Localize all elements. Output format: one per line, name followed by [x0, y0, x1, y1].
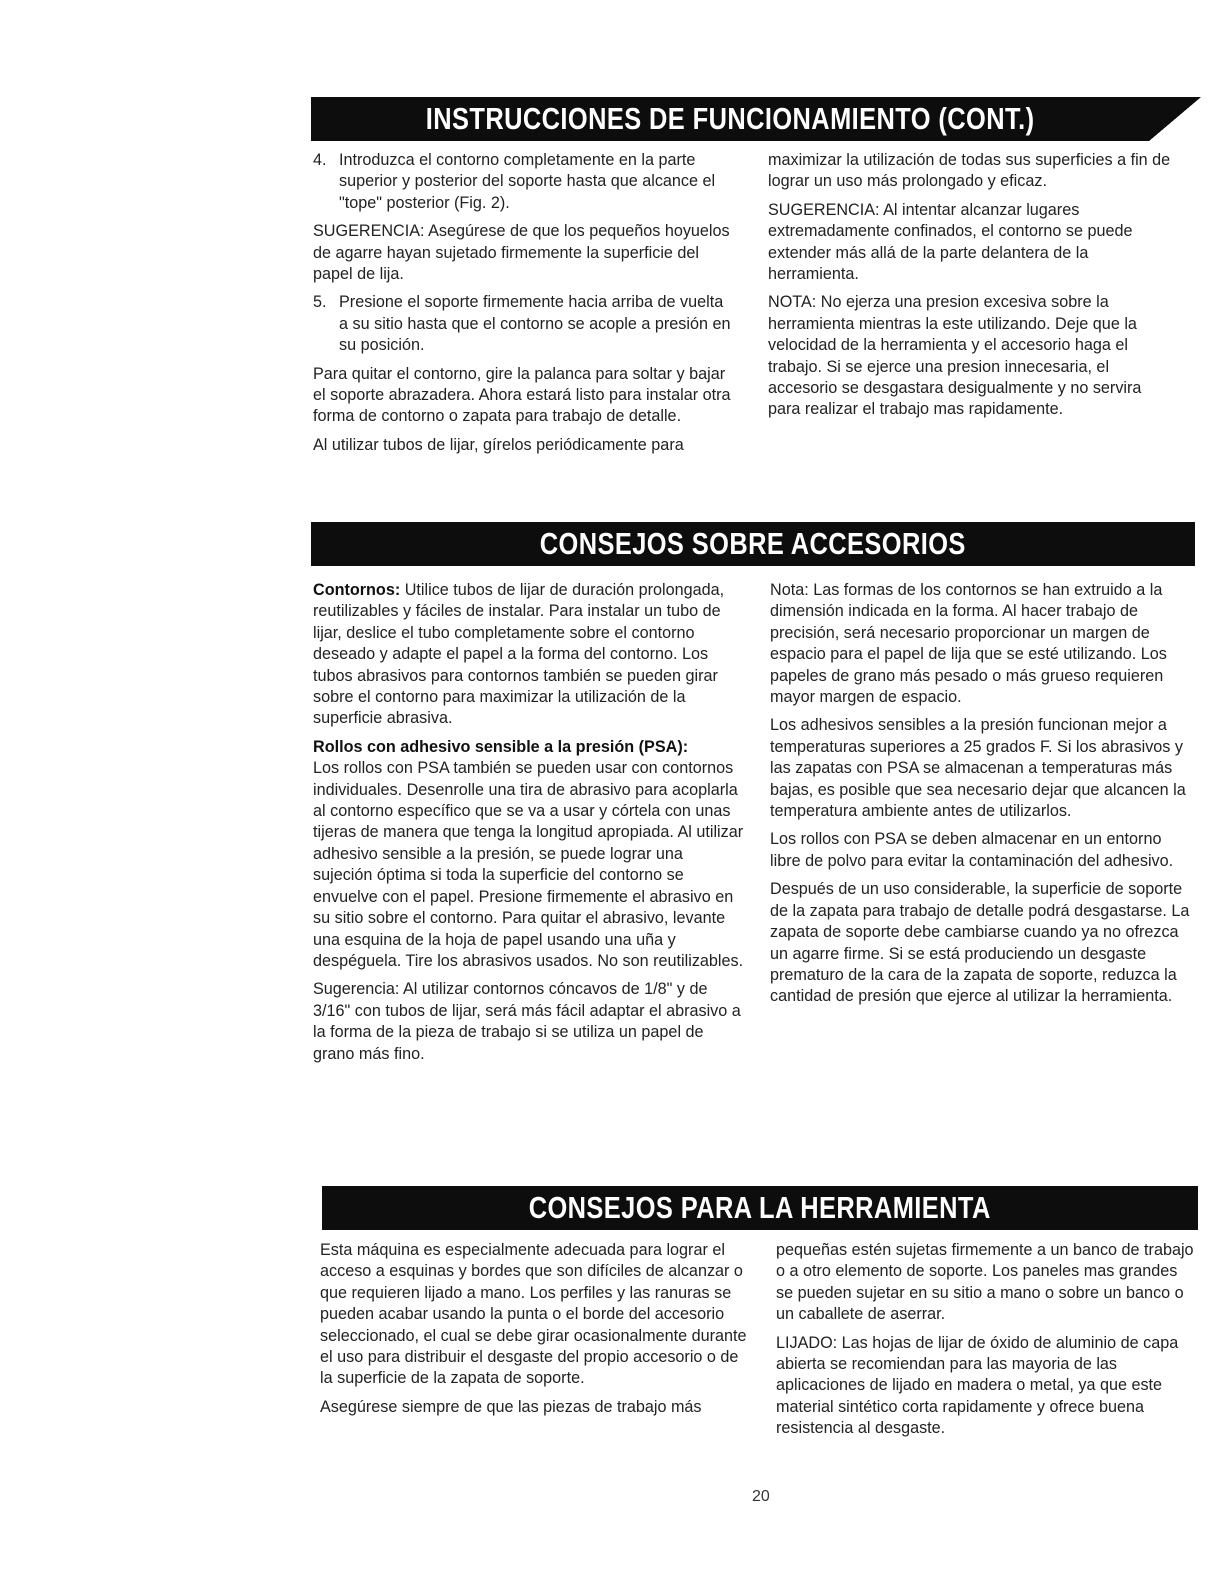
- backing-pad-wear: Después de un uso considerable, la superficie de soporte de la zapata para trabajo de detalle podrá desgastarse. La zapata de soporte debe cambiarse cuando ya no ofrezca un agarre firme. Si se está produciendo un desgaste prematuro de la cara de la zapata de soporte, reduzca la cantidad de presión que ejerce al utilizar la herramienta.: [770, 880, 1190, 1006]
- operating-column-left: [313, 150, 733, 463]
- secure-workpiece-continued: pequeñas estén sujetas firmemente a un banco de trabajo o a otro elemento de soporte. Los paneles mas grandes se pueden sujetar en su sitio a mano o sobre un banco o un caballete de aserrar.: [776, 1241, 1194, 1324]
- tool-column-left: [320, 1240, 750, 1425]
- tip-confined-spaces: SUGERENCIA: Al intentar alcanzar lugares extremadamente confinados, el contorno se puede extender más allá de la parte delantera de la herramienta.: [768, 200, 1133, 284]
- sanding-sheets: LIJADO: Las hojas de lijar de óxido de aluminio de capa abierta se recomiendan para las mayoria de las aplicaciones de lijado en madera o metal, ya que este material sintético corta rapidamente y ofrece buena resistencia al desgaste.: [776, 1333, 1179, 1438]
- accessories-column-left: [313, 580, 745, 1072]
- psa-text: Los rollos con PSA también se pueden usar con contornos individuales. Desenrolle una tira de abrasivo para acoplarla al contorno específico que se va a usar y córtela con unas tijeras de manera que tenga la longitud apropiada. Al utilizar adhesivo sensible a la presión, se puede lograr una sujeción óptima si toda la superficie del contorno se envuelve con el papel. Presione firmemente el abrasivo en su sitio sobre el contorno. Para quitar el abrasivo, levante una esquina de la hoja de papel usando una uña y despéguela. Tire los abrasivos usados. No son reutilizables.: [313, 759, 744, 970]
- accessories-column-right: [770, 580, 1194, 1015]
- psa-storage: Los rollos con PSA se deben almacenar en un entorno libre de polvo para evitar la contaminación del adhesivo.: [770, 830, 1174, 870]
- contours-paragraph: [313, 580, 745, 730]
- note-extruded: Nota: Las formas de los contornos se han extruido a la dimensión indicada en la forma. Al hacer trabajo de precisión, será necesario proporcionar un margen de espacio para el papel de lija que se esté utilizando. Los papeles de grano más pesado o más grueso requieren mayor margen de espacio.: [770, 581, 1167, 707]
- sanding-tubes-text: Al utilizar tubos de lijar, gírelos periódicamente para: [313, 435, 684, 454]
- step-5-text: Presione el soporte firmemente hacia arriba de vuelta a su sitio hasta que el contorno se acople a presión en su posición.: [339, 293, 731, 355]
- tip-dimples: SUGERENCIA: Asegúrese de que los pequeños hoyuelos de agarre hayan sujetado firmemente la superficie del papel de lija.: [313, 222, 730, 284]
- psa-paragraph: [313, 737, 745, 972]
- step-4-text: Introduzca el contorno completamente en la parte superior y posterior del soporte hasta que alcance el "tope" posterior (Fig. 2).: [339, 151, 716, 212]
- section-banner-accessories: [311, 522, 1195, 566]
- remove-contour-text: Para quitar el contorno, gire la palanca para soltar y bajar el soporte abrazadera. Ahora estará listo para instalar otra forma de contorno o zapata para trabajo de detalle.: [313, 364, 731, 426]
- section-banner-tool: [322, 1186, 1198, 1230]
- section-title-operating: INSTRUCCIONES DE FUNCIONAMIENTO (CONT.): [425, 101, 1035, 136]
- step-5-number: 5.: [313, 293, 327, 312]
- step-4-number: 4.: [313, 151, 327, 169]
- operating-column-right: [768, 150, 1178, 428]
- contours-label: Contornos:: [313, 581, 401, 599]
- contours-text: Utilice tubos de lijar de duración prolongada, reutilizables y fáciles de instalar. Para instalar un tubo de lijar, deslice el tubo completamente sobre el contorno deseado y adapte el papel a la forma del contorno. Los tubos abrasivos para contornos también se pueden girar sobre el contorno para maximizar la utilización de la superficie abrasiva.: [313, 581, 725, 728]
- section-banner-operating: [311, 97, 1149, 141]
- tool-column-right: [776, 1240, 1194, 1447]
- tool-intro: Esta máquina es especialmente adecuada para lograr el acceso a esquinas y bordes que son difíciles de alcanzar o que requieren lijado a mano. Los perfiles y las ranuras se pueden acabar usando la punta o el borde del accesorio seleccionado, el cual se debe girar ocasionalmente durante el uso para distribuir el desgaste del propio accesorio o de la superficie de la zapata de soporte.: [320, 1241, 747, 1388]
- psa-label: Rollos con adhesivo sensible a la presión (PSA):: [313, 737, 689, 756]
- secure-workpiece: Asegúrese siempre de que las piezas de trabajo más: [320, 1397, 702, 1416]
- sanding-tubes-continued: maximizar la utilización de todas sus superficies a fin de lograr un uso más prolongado y eficaz.: [768, 151, 1171, 191]
- note-pressure: NOTA: No ejerza una presion excesiva sobre la herramienta mientras la este utilizando. Deje que la velocidad de la herramienta y el accesorio haga el trabajo. Si se ejerce una presion innecesaria, el accesorio se desgastara desigualmente y no servira para realizar el trabajo mas rapidamente.: [768, 293, 1142, 419]
- adhesives-temperature: Los adhesivos sensibles a la presión funcionan mejor a temperaturas superiores a 25 grados F. Si los abrasivos y las zapatas con PSA se almacenan a temperaturas más bajas, es posible que sea necesario dejar que alcancen la temperatura ambiente antes de utilizarlos.: [770, 716, 1186, 821]
- tip-concave: Sugerencia: Al utilizar contornos cóncavos de 1/8" y de 3/16" con tubos de lijar, será más fácil adaptar el abrasivo a la forma de la pieza de trabajo si se utiliza un papel de grano más fino.: [313, 980, 741, 1063]
- banner-tail: [1149, 97, 1201, 141]
- section-title-tool: CONSEJOS PARA LA HERRAMIENTA: [528, 1190, 991, 1225]
- step-5: [313, 292, 733, 356]
- step-4: [313, 150, 733, 214]
- page-number: 20: [752, 1488, 770, 1505]
- section-title-accessories: CONSEJOS SOBRE ACCESORIOS: [539, 526, 966, 561]
